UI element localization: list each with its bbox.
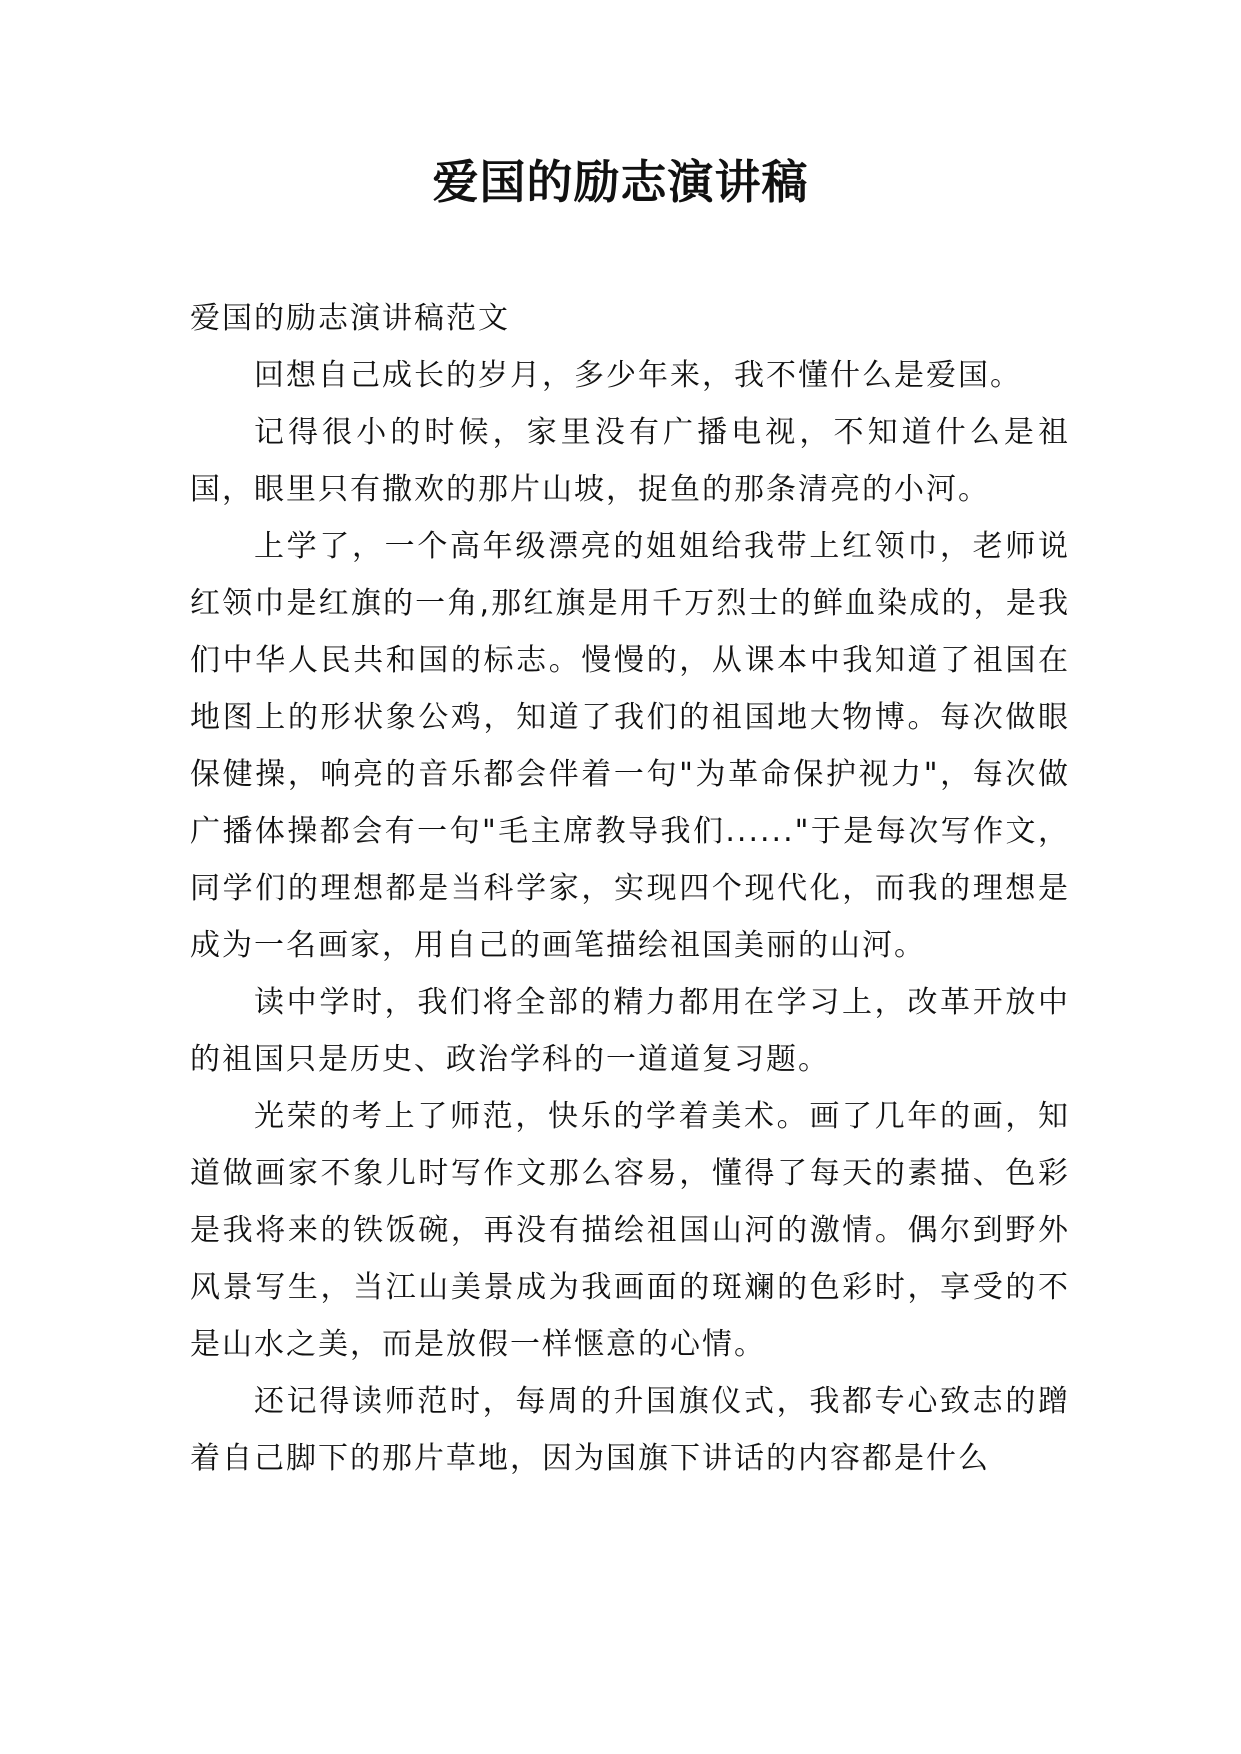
paragraph: 回想自己成长的岁月，多少年来，我不懂什么是爱国。 (254, 358, 1022, 393)
document-body (190, 290, 1070, 1487)
document-title: 爱国的励志演讲稿 (432, 155, 809, 209)
document-subtitle: 爱国的励志演讲稿范文 (190, 301, 510, 336)
paragraph: 读中学时，我们将全部的精力都用在学习上，改革开放中的祖国只是历史、政治学科的一道道复习题。 (190, 985, 1070, 1077)
paragraph: 还记得读师范时，每周的升国旗仪式，我都专心致志的蹭着自己脚下的那片草地，因为国旗下讲话的内容都是什么 (190, 1384, 1070, 1476)
paragraph: 上学了，一个高年级漂亮的姐姐给我带上红领巾，老师说红领巾是红旗的一角,那红旗是用千万烈士的鲜血染成的，是我们中华人民共和国的标志。慢慢的，从课本中我知道了祖国在地图上的形状象公鸡，知道了我们的祖国地大物博。每次做眼保健操，响亮的音乐都会伴着一句"为革命保护视力"，每次做广播体操都会有一句"毛主席教导我们......"于是每次写作文，同学们的理想都是当科学家，实现四个现代化，而我的理想是成为一名画家，用自己的画笔描绘祖国美丽的山河。 (190, 529, 1070, 963)
paragraph: 记得很小的时候，家里没有广播电视，不知道什么是祖国，眼里只有撒欢的那片山坡，捉鱼的那条清亮的小河。 (190, 415, 1070, 507)
paragraph: 光荣的考上了师范，快乐的学着美术。画了几年的画，知道做画家不象儿时写作文那么容易，懂得了每天的素描、色彩是我将来的铁饭碗，再没有描绘祖国山河的激情。偶尔到野外风景写生，当江山美景成为我画面的斑斓的色彩时，享受的不是山水之美，而是放假一样惬意的心情。 (190, 1099, 1070, 1362)
